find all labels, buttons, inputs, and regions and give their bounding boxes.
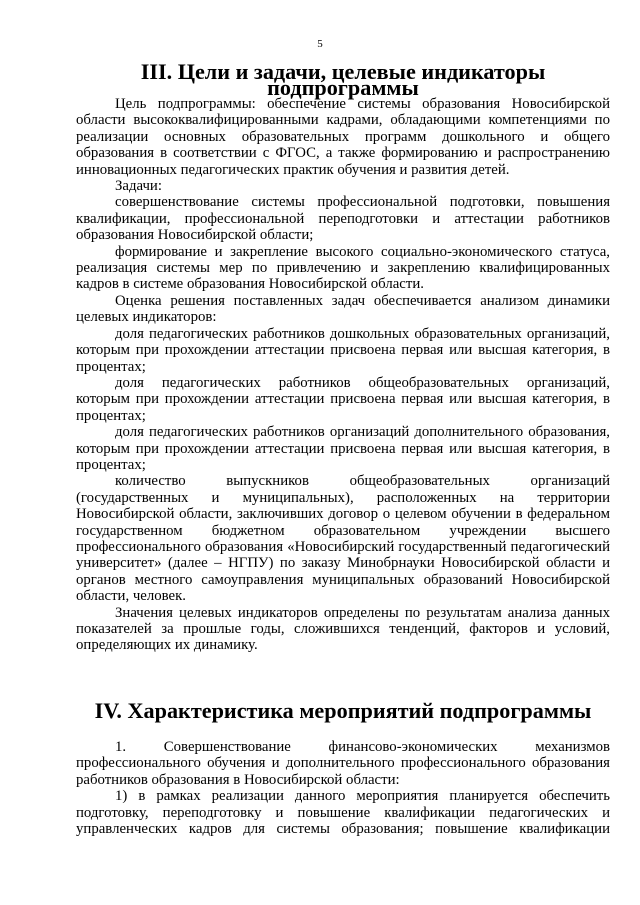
indicator-item-2: доля педагогических работников общеобразовательных организаций, которым при прохождении аттестации присвоена первая или высшая категория, в процентах;	[76, 374, 610, 424]
indicator-item-4: количество выпускников общеобразовательных организаций (государственных и муниципальных), расположенных на территории Новосибирской области, заключивших договор о целевом обучении в федеральном государственном бюджетном образовательном учреждении высшего профессионального образования «Новосибирский государственный педагогический университет» (далее – НГПУ) по заказу Минобрнауки Новосибирской области и органов местного самоуправления муниципальных образований Новосибирской области, человек.	[76, 473, 610, 605]
measure-subitem-1: 1) в рамках реализации данного мероприятия планируется обеспечить подготовку, переподготовку и повышение квалификации педагогических и управленческих кадров для системы образования; повышение квалификации	[76, 788, 610, 838]
task-item-2: формирование и закрепление высокого социально-экономического статуса, реализация системы мер по привлечению и закреплению квалифицированных кадров в системе образования Новосибирской области.	[76, 243, 610, 293]
task-item-1: совершенствование системы профессиональной подготовки, повышения квалификации, профессиональной переподготовки и аттестации работников образования Новосибирской области;	[76, 194, 610, 244]
goal-paragraph: Цель подпрограммы: обеспечение системы образования Новосибирской области высококвалифицированными кадрами, обладающими компетенциями по реализации основных образовательных программ дошкольного и общего образования в соответствии с ФГОС, а также формированию и распространению инновационных педагогических практик обучения и развития детей.	[76, 96, 610, 178]
page-number: 5	[317, 38, 323, 50]
evaluation-paragraph: Оценка решения поставленных задач обеспечивается анализом динамики целевых индикаторов:	[76, 292, 610, 326]
measure-item-1: 1. Совершенствование финансово-экономических механизмов профессионального обучения и дополнительного профессионального образования работников образования в Новосибирской области:	[76, 739, 610, 788]
section-3-heading: III. Цели и задачи, целевые индикаторы подпрограммы	[140, 59, 546, 101]
section-4-heading: IV. Характеристика мероприятий подпрограммы	[94, 698, 592, 723]
section-3-body	[76, 96, 610, 654]
indicator-values-paragraph: Значения целевых индикаторов определены по результатам анализа данных показателей за прошлые годы, сложившихся тенденций, факторов и условий, определяющих их динамику.	[76, 604, 610, 654]
indicator-item-1: доля педагогических работников дошкольных образовательных организаций, которым при прохождении аттестации присвоена первая или высшая категория, в процентах;	[76, 325, 610, 375]
indicator-item-3: доля педагогических работников организаций дополнительного образования, которым при прохождении аттестации присвоена первая или высшая категория, в процентах;	[76, 424, 610, 473]
section-4-body	[76, 739, 610, 837]
tasks-label: Задачи:	[115, 178, 162, 195]
